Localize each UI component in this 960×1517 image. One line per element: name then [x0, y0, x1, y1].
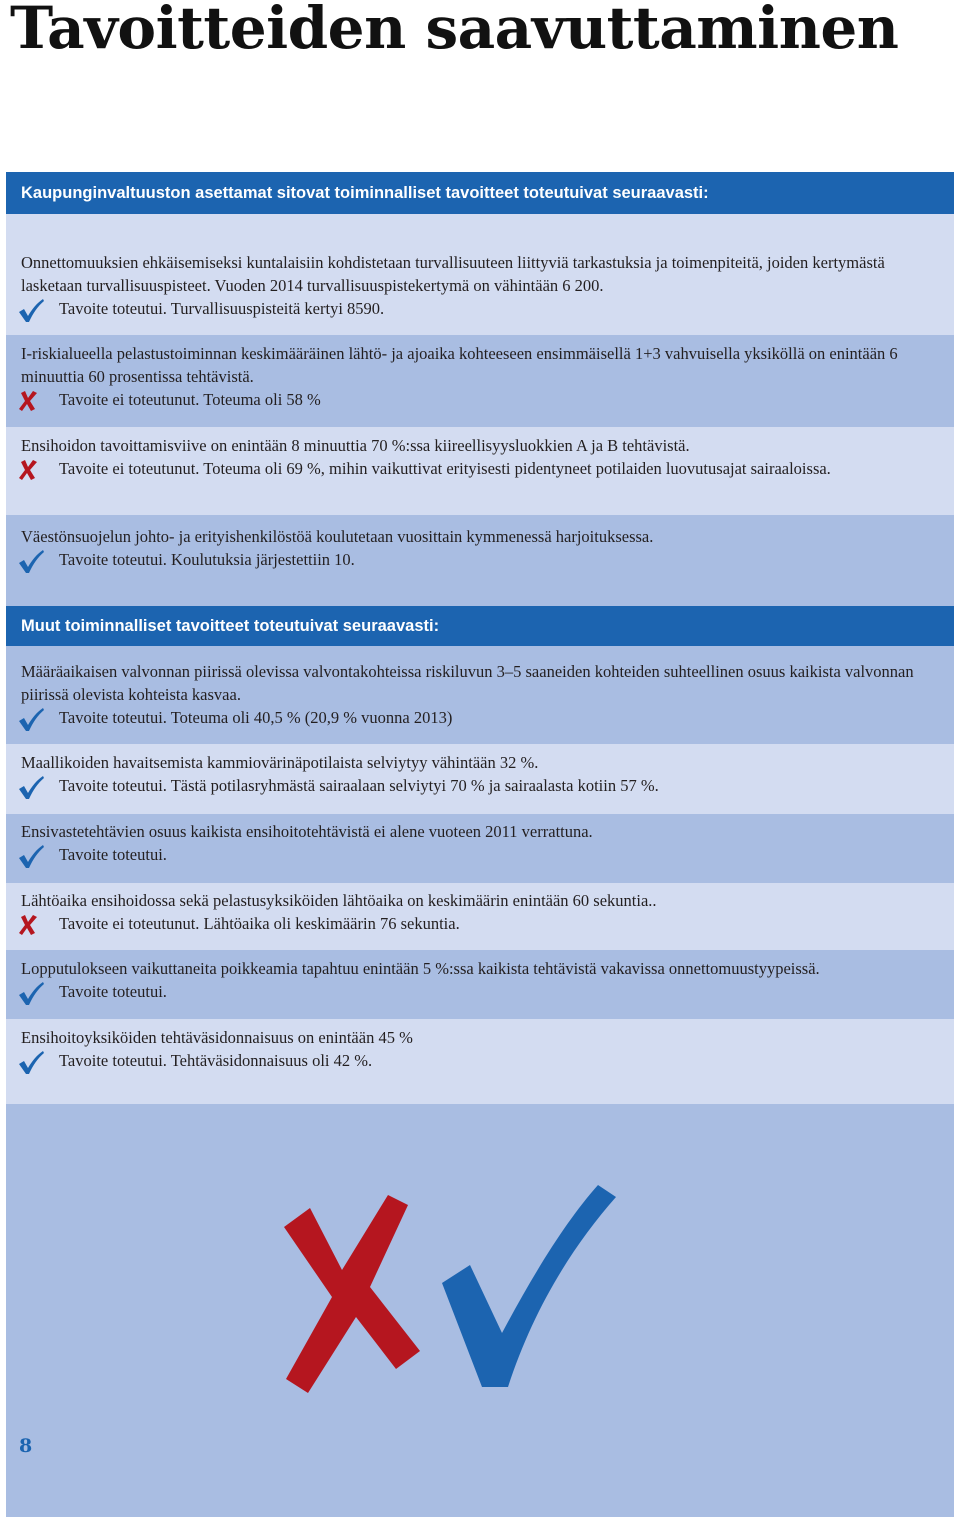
- goal-text: Ensihoitoyksiköiden tehtäväsidonnaisuus on enintään 45 %: [21, 1028, 413, 1047]
- goal-text: Onnettomuuksien ehkäisemiseksi kuntalaisiin kohdistetaan turvallisuuteen liittyviä tarkastuksia ja toimenpiteitä, joiden kertymästä lasketaan turvallisuuspisteet. Vuoden 2014 turvallisuuspistekertymä on vähintään 6 200.: [21, 253, 885, 295]
- goal-result: [21, 388, 944, 411]
- check-icon: [18, 982, 44, 1006]
- cross-icon: [18, 390, 38, 412]
- goal-item-rescue-response-time: [6, 335, 954, 427]
- result-text: Tavoite ei toteutunut. Toteuma oli 58 %: [59, 390, 321, 409]
- goal-text: Lopputulokseen vaikuttaneita poikkeamia tapahtuu enintään 5 %:ssa kaikista tehtävistä vakavissa onnettomuustyypeissä.: [21, 959, 820, 978]
- goal-result: [21, 297, 944, 320]
- goal-item-safety-points: [6, 214, 954, 335]
- goal-result: [21, 774, 944, 797]
- goal-result: [21, 912, 944, 935]
- check-icon: [18, 776, 44, 800]
- check-icon: [18, 550, 44, 574]
- result-text: Tavoite ei toteutunut. Lähtöaika oli keskimäärin 76 sekuntia.: [59, 914, 460, 933]
- cross-icon: [18, 459, 38, 481]
- result-text: Tavoite toteutui.: [59, 845, 167, 864]
- goal-text: I-riskialueella pelastustoiminnan keskimääräinen lähtö- ja ajoaika kohteeseen ensimmäisellä 1+3 vahvuisella yksiköllä on enintään 6 minuuttia 60 prosentissa tehtävistä.: [21, 344, 898, 386]
- goal-result: [21, 980, 944, 1003]
- result-text: Tavoite toteutui. Turvallisuuspisteitä kertyi 8590.: [59, 299, 385, 318]
- large-cross-icon: [284, 1195, 420, 1393]
- goal-item-risk-supervision: [6, 646, 954, 744]
- goal-item-cardiac-survival: [6, 744, 954, 814]
- goal-text: Maallikoiden havaitsemista kammiovärinäpotilaista selviytyy vähintään 32 %.: [21, 753, 539, 772]
- page-number: 8: [19, 1435, 33, 1457]
- page-title: Tavoitteiden saavuttaminen: [10, 0, 899, 62]
- large-check-icon: [442, 1185, 616, 1387]
- goal-text: Ensihoidon tavoittamisviive on enintään 8 minuuttia 70 %:ssa kiireellisyysluokkien A ja B tehtävistä.: [21, 436, 690, 455]
- cross-icon: [18, 914, 38, 936]
- section-header-other-goals: Muut toiminnalliset tavoitteet toteutuivat seuraavasti:: [6, 606, 954, 646]
- goal-text: Määräaikaisen valvonnan piirissä olevissa valvontakohteissa riskiluvun 3–5 saaneiden kohteiden suhteellinen osuus kaikista valvonnan piirissä olevista kohteista kasvaa.: [21, 662, 914, 704]
- goal-result: [21, 706, 944, 729]
- goal-item-first-response-share: [6, 814, 954, 883]
- result-text: Tavoite toteutui. Tästä potilasryhmästä sairaalaan selviytyi 70 % ja sairaalasta kotiin 57 %.: [59, 776, 659, 795]
- goal-text: Väestönsuojelun johto- ja erityishenkilöstöä koulutetaan vuosittain kymmenessä harjoituksessa.: [21, 527, 654, 546]
- goal-item-civil-defence-training: [6, 515, 954, 606]
- section-header-binding-goals: Kaupunginvaltuuston asettamat sitovat toiminnalliset tavoitteet toteutuivat seuraavasti:: [6, 172, 954, 214]
- goal-item-ambulance-delay: [6, 427, 954, 515]
- check-icon: [18, 845, 44, 869]
- goal-item-departure-time: [6, 883, 954, 950]
- check-icon: [18, 299, 44, 323]
- result-text: Tavoite toteutui.: [59, 982, 167, 1001]
- result-text: Tavoite toteutui. Tehtäväsidonnaisuus oli 42 %.: [59, 1051, 373, 1070]
- goal-text: Ensivastetehtävien osuus kaikista ensihoitotehtävistä ei alene vuoteen 2011 verrattuna.: [21, 822, 593, 841]
- check-icon: [18, 708, 44, 732]
- result-text: Tavoite toteutui. Toteuma oli 40,5 % (20,9 % vuonna 2013): [59, 708, 453, 727]
- illustration-cross-and-check: [270, 1175, 630, 1400]
- goal-result: [21, 1049, 944, 1072]
- result-text: Tavoite ei toteutunut. Toteuma oli 69 %, mihin vaikuttivat erityisesti pidentyneet potilaiden luovutusajat sairaaloissa.: [59, 459, 831, 478]
- goal-result: [21, 548, 944, 571]
- goal-result: [21, 843, 944, 866]
- goal-text: Lähtöaika ensihoidossa sekä pelastusyksiköiden lähtöaika on keskimäärin enintään 60 sekuntia..: [21, 891, 657, 910]
- goal-item-task-commitment: [6, 1019, 954, 1104]
- goal-item-deviations: [6, 950, 954, 1019]
- check-icon: [18, 1051, 44, 1075]
- goal-result: [21, 457, 944, 480]
- result-text: Tavoite toteutui. Koulutuksia järjestettiin 10.: [59, 550, 355, 569]
